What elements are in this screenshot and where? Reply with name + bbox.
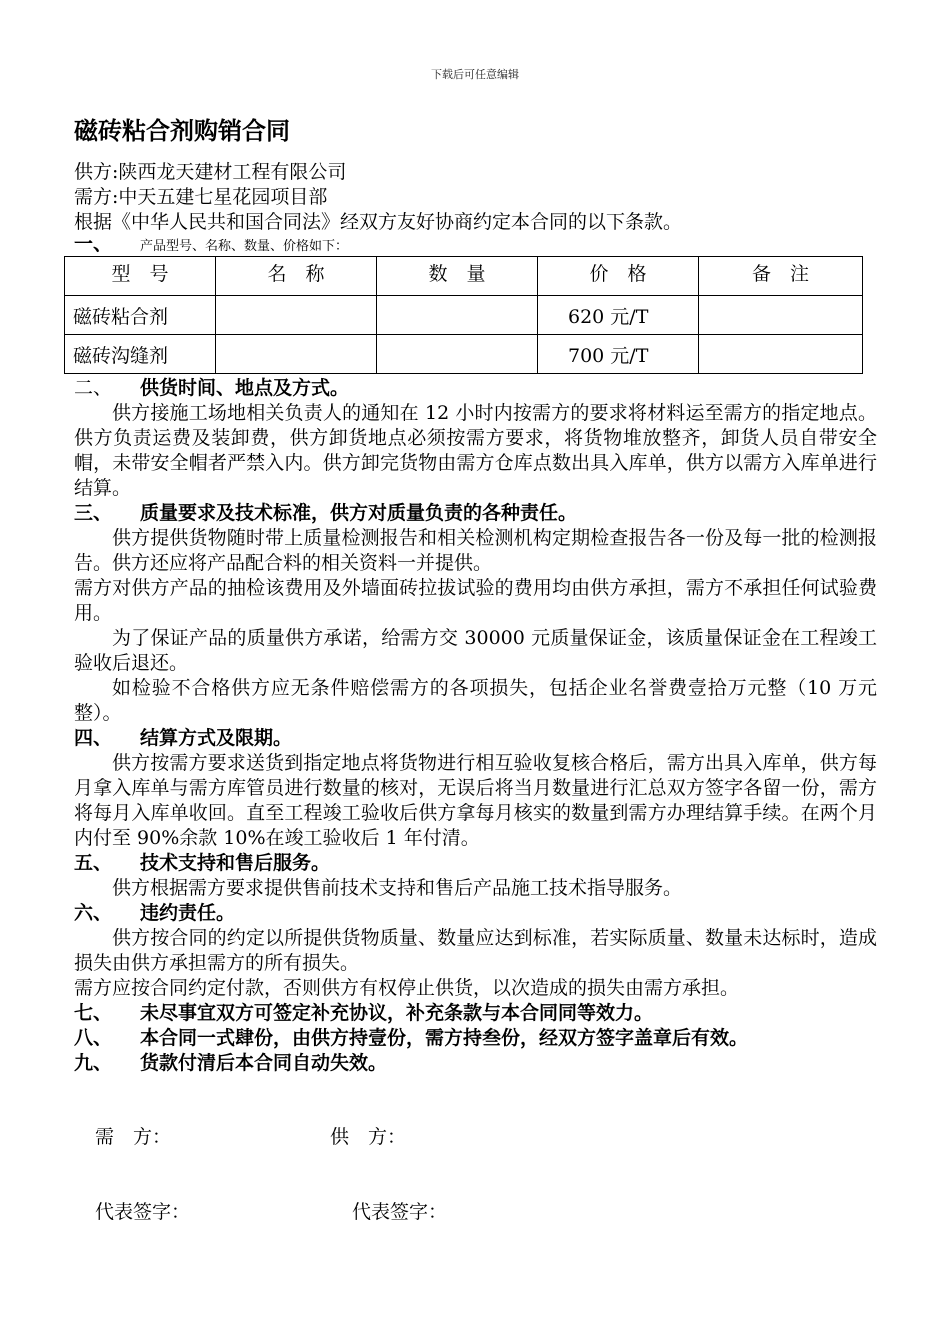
section-4-title: 结算方式及限期。 xyxy=(140,727,293,749)
supplier-line: 供方:陕西龙天建材工程有限公司 xyxy=(74,161,347,183)
cell-price: 700 元/T xyxy=(538,335,699,374)
section-9-number: 九、 xyxy=(74,1052,113,1074)
cell-quantity xyxy=(377,296,538,335)
supplier-label: 供 方： xyxy=(330,1126,407,1148)
contract-body xyxy=(74,112,877,1076)
section-1-number: 一、 xyxy=(74,233,113,255)
table-row xyxy=(65,296,863,335)
buyer-label: 需 方： xyxy=(95,1126,172,1148)
section-6-number: 六、 xyxy=(74,902,113,924)
section-9-title: 货款付清后本合同自动失效。 xyxy=(140,1052,388,1074)
cell-model: 磁砖沟缝剂 xyxy=(65,335,216,374)
section-3-paragraph-3: 为了保证产品的质量供方承诺，给需方交 30000 元质量保证金，该质量保证金在工程竣工验收后退还。 xyxy=(74,627,877,674)
section-5-title: 技术支持和售后服务。 xyxy=(140,852,331,874)
table-row xyxy=(65,335,863,374)
cell-price: 620 元/T xyxy=(538,296,699,335)
section-3-heading xyxy=(74,501,877,526)
cell-name xyxy=(216,296,377,335)
section-2-number: 二、 xyxy=(74,377,113,399)
header-note: 下载后可任意编辑 xyxy=(431,68,519,81)
header-remarks: 备 注 xyxy=(699,257,863,296)
section-2-title: 供货时间、地点及方式。 xyxy=(140,377,350,399)
header-price: 价 格 xyxy=(538,257,699,296)
section-5-heading xyxy=(74,851,877,876)
cell-model: 磁砖粘合剂 xyxy=(65,296,216,335)
section-3-paragraph-1: 供方提供货物随时带上质量检测报告和相关检测机构定期检查报告各一份及每一批的检测报告。供方还应将产品配合料的相关资料一并提供。 xyxy=(74,527,877,574)
header-name: 名 称 xyxy=(216,257,377,296)
section-8-title: 本合同一式肆份，由供方持壹份，需方持叁份，经双方签字盖章后有效。 xyxy=(140,1027,749,1049)
contract-title: 磁砖粘合剂购销合同 xyxy=(74,117,290,145)
table-header-row xyxy=(65,257,863,296)
section-7-heading xyxy=(74,1001,877,1026)
section-1-text: 产品型号、名称、数量、价格如下： xyxy=(140,239,349,254)
section-7-number: 七、 xyxy=(74,1002,113,1024)
section-3-paragraph-4: 如检验不合格供方应无条件赔偿需方的各项损失，包括企业名誉费壹拾万元整（10 万元整）。 xyxy=(74,677,877,724)
cell-quantity xyxy=(377,335,538,374)
section-3-number: 三、 xyxy=(74,502,113,524)
section-2-paragraph: 供方接施工场地相关负责人的通知在 12 小时内按需方的要求将材料运至需方的指定地点。供方负责运费及装卸费，供方卸货地点必须按需方要求，将货物堆放整齐，卸货人员自带安全帽，未带安全帽者严禁入内。供方卸完货物由需方仓库点数出具入库单，供方以需方入库单进行结算。 xyxy=(74,402,877,499)
section-8-number: 八、 xyxy=(74,1027,113,1049)
intro-line: 根据《中华人民共和国合同法》经双方友好协商约定本合同的以下条款。 xyxy=(74,211,683,233)
supplier-representative-signature: 代表签字： xyxy=(352,1201,448,1223)
product-table xyxy=(64,256,863,374)
section-5-paragraph: 供方根据需方要求提供售前技术支持和售后产品施工技术指导服务。 xyxy=(112,877,683,899)
cell-name xyxy=(216,335,377,374)
section-7-title: 未尽事宜双方可签定补充协议，补充条款与本合同同等效力。 xyxy=(140,1002,654,1024)
buyer-representative-signature: 代表签字： xyxy=(95,1201,191,1223)
buyer-line: 需方:中天五建七星花园项目部 xyxy=(74,186,328,208)
section-5-number: 五、 xyxy=(74,852,113,874)
header-model: 型 号 xyxy=(65,257,216,296)
section-6-paragraph-1: 供方按合同的约定以所提供货物质量、数量应达到标准，若实际质量、数量未达标时，造成损失由供方承担需方的所有损失。 xyxy=(74,927,877,974)
section-3-title: 质量要求及技术标准，供方对质量负责的各种责任。 xyxy=(140,502,578,524)
section-6-paragraph-2: 需方应按合同约定付款，否则供方有权停止供货，以次造成的损失由需方承担。 xyxy=(74,977,740,999)
section-3-paragraph-2: 需方对供方产品的抽检该费用及外墙面砖拉拔试验的费用均由供方承担，需方不承担任何试验费用。 xyxy=(74,577,877,624)
cell-remarks xyxy=(699,296,863,335)
section-8-heading xyxy=(74,1026,877,1051)
section-2-heading xyxy=(74,376,877,401)
section-1-heading xyxy=(74,235,877,256)
section-4-heading xyxy=(74,726,877,751)
section-4-paragraph: 供方按需方要求送货到指定地点将货物进行相互验收复核合格后，需方出具入库单，供方每月拿入库单与需方库管员进行数量的核对，无误后将当月数量进行汇总双方签字各留一份，需方将每月入库单收回。直至工程竣工验收后供方拿每月核实的数量到需方办理结算手续。在两个月内付至 90%余款 10%在竣工验收后 1 年付清。 xyxy=(74,752,877,849)
section-6-heading xyxy=(74,901,877,926)
section-4-number: 四、 xyxy=(74,727,113,749)
header-quantity: 数 量 xyxy=(377,257,538,296)
section-6-title: 违约责任。 xyxy=(140,902,236,924)
cell-remarks xyxy=(699,335,863,374)
section-9-heading xyxy=(74,1051,877,1076)
